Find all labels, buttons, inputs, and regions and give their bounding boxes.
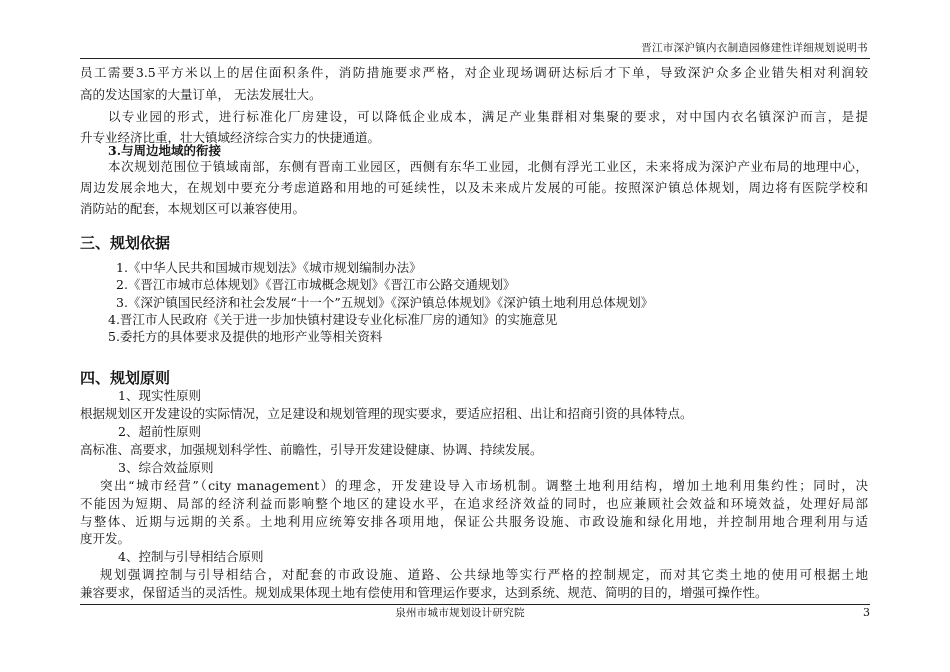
running-header-title: 晋江市深沪镇内衣制造园修建性详细规划说明书	[641, 42, 868, 54]
footer-rule	[80, 604, 870, 605]
principle-title: 3、综合效益原则	[118, 460, 214, 475]
page-number: 3	[863, 606, 870, 619]
subsection-title: 3.与周边地域的衔接	[108, 143, 222, 158]
basis-list-item: 2.《晋江市城市总体规划》《晋江市城概念规划》《晋江市公路交通规划》	[116, 277, 516, 292]
basis-list-item: 1.《中华人民共和国城市规划法》《城市规划编制办法》	[116, 260, 422, 275]
basis-list-item: 5.委托方的具体要求及提供的地形产业等相关资料	[108, 329, 383, 344]
paragraph-line: 突出“城市经营”（city management）的理念，开发建设导入市场机制。调整土地利用结构，增加土地利用集约性；同时，决	[100, 478, 868, 493]
paragraph-line: 度开发。	[80, 531, 131, 546]
paragraph-line: 以专业园的形式，进行标准化厂房建设，可以降低企业成本，满足产业集群相对集聚的要求，对中国内衣名镇深沪而言，是提	[108, 109, 868, 124]
paragraph-line: 员工需要3.5平方米以上的居住面积条件，消防措施要求严格，对企业现场调研达标后才下单，导致深沪众多企业错失相对利润较	[80, 65, 868, 80]
principle-title: 1、现实性原则	[118, 388, 201, 403]
paragraph-line: 周边发展余地大，在规划中要充分考虑道路和用地的可延续性，以及未来成片发展的可能。按照深沪镇总体规划，周边将有医院学校和	[80, 180, 868, 195]
paragraph-line: 兼容要求，保留适当的灵活性。规划成果体现土地有偿使用和管理运作要求，达到系统、规范、简明的目的，增强可操作性。	[80, 585, 768, 600]
basis-list-item: 4.晋江市人民政府《关于进一步加快镇村建设专业化标准厂房的通知》的实施意见	[108, 312, 558, 327]
principle-title: 4、控制与引导相结合原则	[118, 549, 264, 564]
section-title-principles: 四、规划原则	[80, 369, 171, 387]
paragraph-line: 本次规划范围位于镇域南部，东侧有晋南工业园区，西侧有东华工业园，北侧有浮光工业区，未来将成为深沪产业布局的地理中心，	[108, 159, 868, 174]
paragraph-line: 高标准、高要求，加强规划科学性、前瞻性，引导开发建设健康、协调、持续发展。	[80, 442, 543, 457]
section-title-basis: 三、规划依据	[80, 234, 171, 252]
footer-organization: 泉州市城市规划设计研究院	[395, 607, 525, 619]
header-rule	[80, 58, 870, 59]
paragraph-line: 不能因为短期、局部的经济利益而影响整个地区的建设水平，在追求经济效益的同时，也应兼顾社会效益和环境效益，处理好局部	[80, 496, 868, 511]
paragraph-line: 高的发达国家的大量订单， 无法发展壮大。	[80, 87, 322, 102]
paragraph-line: 根据规划区开发建设的实际情况，立足建设和规划管理的现实要求，要适应招租、出让和招商引资的具体特点。	[80, 406, 693, 421]
principle-title: 2、超前性原则	[118, 424, 201, 439]
paragraph-line: 升专业经济比重，壮大镇域经济综合实力的快捷通道。	[80, 130, 381, 145]
basis-list-item: 3.《深沪镇国民经济和社会发展“十一个”五规划》《深沪镇总体规划》《深沪镇土地利用总体规划》	[116, 295, 654, 310]
paragraph-line: 与整体、近期与远期的关系。土地利用应统筹安排各项用地，保证公共服务设施、市政设施和绿化用地，并控制用地合理利用与适	[80, 514, 868, 529]
paragraph-line: 规划强调控制与引导相结合，对配套的市政设施、道路、公共绿地等实行严格的控制规定，而对其它类土地的使用可根据土地	[100, 567, 868, 582]
paragraph-line: 消防站的配套，本规划区可以兼容使用。	[80, 201, 306, 216]
